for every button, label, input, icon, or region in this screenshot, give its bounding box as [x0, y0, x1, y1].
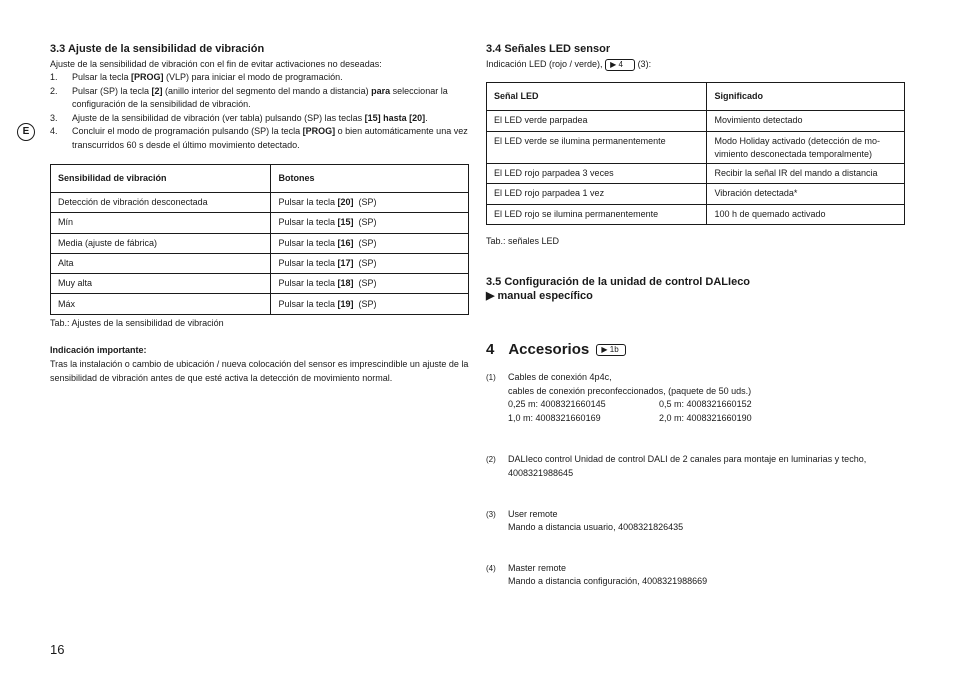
key-label: [19] [337, 298, 354, 309]
led-signal-cell: El LED rojo se ilumina permanentemente [487, 204, 707, 225]
section-3-5-title: 3.5 Configuración de la unidad de control DALIeco [486, 276, 751, 288]
vibration-level-cell: Detección de vibración desconectada [51, 193, 271, 213]
cable-length-row [508, 398, 906, 412]
step-item [50, 125, 470, 152]
section-3-5-subtitle: ▶ manual específico [486, 290, 593, 302]
step-text: seleccionar la configuración de la sensibilidad de vibración. [72, 85, 448, 110]
step-item [50, 71, 470, 85]
key-label: [18] [337, 278, 354, 289]
step-text: (VLP) para iniciar el modo de programación. [163, 72, 343, 82]
button-text: Pulsar la tecla [278, 278, 338, 289]
accessory-number: (4) [486, 563, 496, 573]
table-row [487, 131, 905, 163]
button-cell [271, 213, 469, 233]
accessories-list [486, 371, 906, 589]
accessory-item [486, 371, 906, 425]
accessory-line: Mando a distancia usuario, 4008321826435 [508, 522, 684, 533]
table-row [487, 163, 905, 184]
button-cell [271, 274, 469, 294]
cable-article-number: 0,25 m: 4008321660145 [508, 399, 606, 410]
step-item [50, 85, 470, 112]
table-row [487, 184, 905, 205]
accessory-number: (3) [486, 509, 496, 519]
table-row [487, 204, 905, 225]
led-table-header-2: Significado [707, 83, 905, 111]
led-meaning-cell: Vibración detectada* [707, 184, 905, 205]
step-number: 3. [50, 112, 58, 123]
section-3-4-intro [486, 58, 651, 72]
step-text: o bien automáticamente una vez transcurridos 60 s desde el último movimiento detectado. [72, 126, 468, 150]
step-number: 4. [50, 126, 58, 137]
led-table [486, 82, 905, 225]
step-text: Pulsar la tecla [72, 72, 132, 82]
button-text: (SP) [353, 197, 377, 208]
important-text: Tras la instalación o cambio de ubicación / nueva colocación del sensor es imprescindible un ajuste de la sensibilidad de vibración antes de que esté activa la detección de movimiento normal. [50, 359, 469, 383]
vibration-table-caption: Tab.: Ajustes de la sensibilidad de vibración [50, 318, 224, 328]
key-label: [17] [337, 257, 354, 268]
key-label: [20] [337, 197, 354, 208]
vibration-level-cell: Mín [51, 213, 271, 233]
vibration-level-cell: Alta [51, 253, 271, 273]
language-badge: E [17, 123, 35, 141]
accessory-line: Master remote [508, 562, 567, 573]
table-row [51, 294, 469, 314]
section-4-title: Accesorios [508, 341, 590, 358]
page-number: 16 [50, 642, 65, 657]
table-row [51, 274, 469, 294]
button-cell [271, 253, 469, 273]
step-key: para [371, 85, 391, 96]
accessory-number: (1) [486, 373, 496, 382]
step-number: 2. [50, 85, 58, 96]
section-3-4-intro-suffix: (3): [635, 59, 652, 69]
step-text: (anillo interior del segmento del mando a distancia) [162, 85, 372, 96]
step-key: [PROG] [302, 126, 336, 137]
table-row [51, 233, 469, 253]
step-text: Concluir el modo de programación pulsando (SP) la tecla [72, 126, 303, 137]
accessory-item [486, 453, 906, 480]
cable-article-number: 0,5 m: 4008321660152 [659, 399, 752, 410]
button-text: (SP) [353, 237, 377, 248]
step-item [50, 112, 470, 126]
section-3-3-intro: Ajuste de la sensibilidad de vibración con el fin de evitar activaciones no deseadas: [50, 59, 382, 69]
button-text: Pulsar la tecla [278, 237, 338, 248]
led-table-header-1: Señal LED [487, 83, 707, 111]
step-key: [15] hasta [20] [364, 112, 426, 123]
important-title: Indicación importante: [50, 345, 147, 355]
accessory-number: (2) [486, 455, 496, 465]
steps-list [50, 71, 470, 153]
accessory-line: 4008321988645 [508, 467, 574, 478]
step-key: [2] [151, 85, 163, 96]
led-meaning-cell: Modo Holiday activado (detección de mo-vimiento desconectada temporalmente) [707, 131, 905, 163]
button-text: (SP) [353, 217, 377, 228]
accessory-line: cables de conexión preconfeccionados, (paquete de 50 uds.) [508, 385, 752, 396]
button-cell [271, 233, 469, 253]
accessory-line: DALIeco control Unidad de control DALI de 2 canales para montaje en luminarias y techo, [508, 454, 867, 465]
button-text: (SP) [353, 298, 377, 309]
key-label: [16] [337, 237, 354, 248]
step-text: . [425, 112, 428, 123]
led-table-caption: Tab.: señales LED [486, 236, 560, 246]
accessory-item [486, 508, 906, 535]
led-signal-cell: El LED rojo parpadea 3 veces [487, 163, 707, 184]
table-row [487, 111, 905, 132]
led-meaning-cell: Movimiento detectado [707, 111, 905, 132]
key-label: [15] [337, 217, 354, 228]
cable-length-row [508, 412, 906, 426]
led-signal-cell: El LED verde parpadea [487, 111, 707, 132]
section-4-heading [486, 341, 626, 358]
vibration-table [50, 164, 469, 315]
section-4-number: 4 [486, 341, 495, 358]
section-3-4-intro-text: Indicación LED (rojo / verde), [486, 59, 606, 69]
button-text: (SP) [353, 257, 377, 268]
figure-ref-badge-1b: ▶ 1b [596, 344, 626, 356]
led-signal-cell: El LED verde se ilumina permanentemente [487, 131, 707, 163]
figure-ref-badge: ▶ 4 [605, 59, 635, 71]
step-key: [PROG] [131, 72, 164, 82]
step-number: 1. [50, 72, 58, 82]
button-text: Pulsar la tecla [278, 197, 338, 208]
accessory-line: Mando a distancia configuración, 4008321988669 [508, 576, 708, 587]
button-cell [271, 294, 469, 314]
accessory-item [486, 562, 906, 589]
vibration-level-cell: Muy alta [51, 274, 271, 294]
section-3-3-title: 3.3 Ajuste de la sensibilidad de vibración [50, 43, 265, 55]
button-text: Pulsar la tecla [278, 217, 338, 228]
vibration-level-cell: Máx [51, 294, 271, 314]
button-text: (SP) [353, 278, 377, 289]
led-signal-cell: El LED rojo parpadea 1 vez [487, 184, 707, 205]
cable-article-number: 2,0 m: 4008321660190 [659, 412, 752, 423]
step-text: Ajuste de la sensibilidad de vibración (ver tabla) pulsando (SP) las teclas [72, 112, 365, 123]
step-text: Pulsar (SP) la tecla [72, 85, 152, 96]
vibration-table-header-1: Sensibilidad de vibración [51, 165, 271, 193]
led-meaning-cell: 100 h de quemado activado [707, 204, 905, 225]
vibration-table-header-2: Botones [271, 165, 469, 193]
accessory-line: User remote [508, 508, 558, 519]
accessory-line: Cables de conexión 4p4c, [508, 372, 612, 382]
cable-article-number: 1,0 m: 4008321660169 [508, 412, 601, 423]
table-row [51, 253, 469, 273]
vibration-level-cell: Media (ajuste de fábrica) [51, 233, 271, 253]
section-3-4-title: 3.4 Señales LED sensor [486, 43, 611, 55]
led-meaning-cell: Recibir la señal IR del mando a distancia [707, 163, 905, 184]
table-row [51, 193, 469, 213]
button-text: Pulsar la tecla [278, 257, 338, 268]
button-text: Pulsar la tecla [278, 298, 338, 309]
button-cell [271, 193, 469, 213]
table-row [51, 213, 469, 233]
